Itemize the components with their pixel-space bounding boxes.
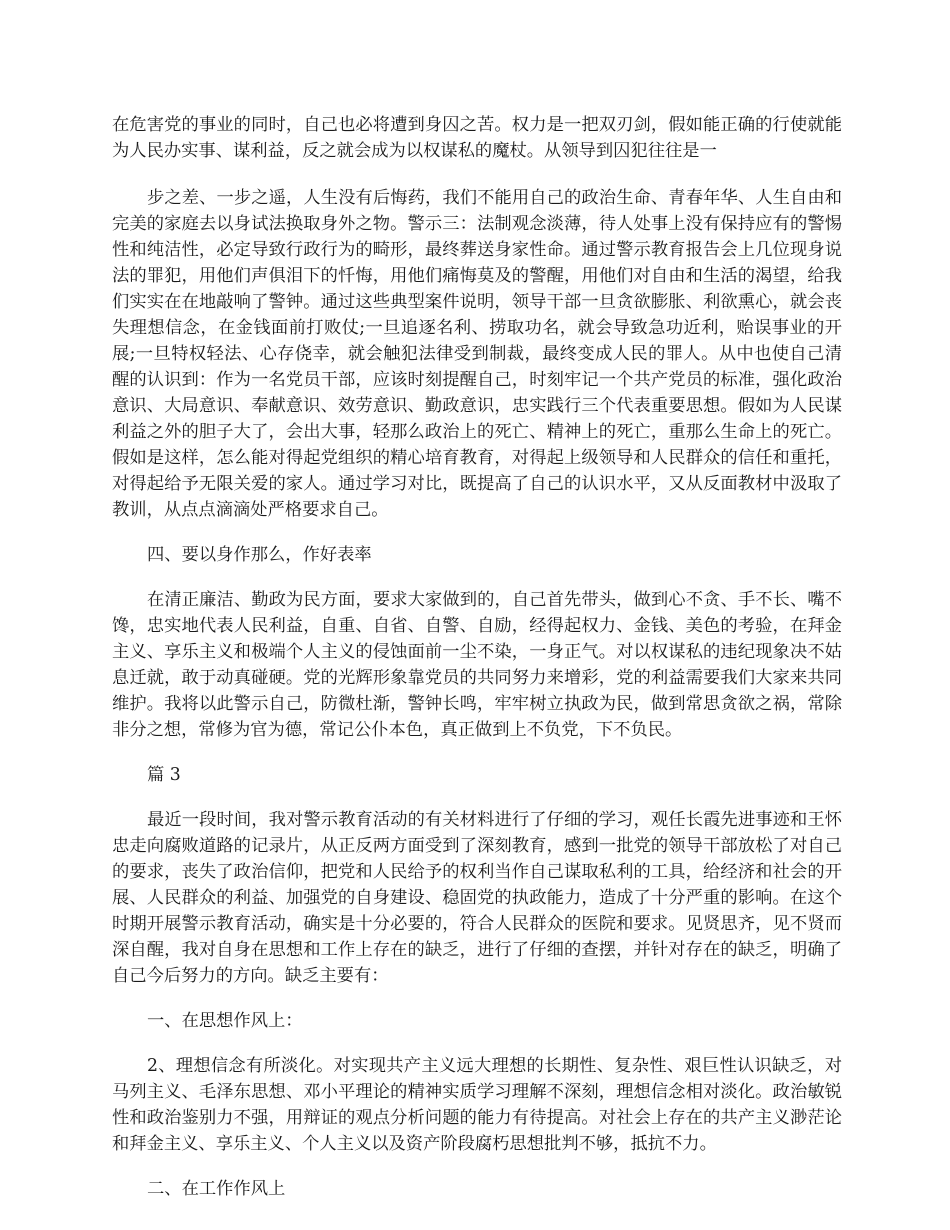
section-heading-thought-style: 一、在思想作风上： — [147, 1011, 303, 1031]
paragraph-study-intro: 最近一段时间，我对警示教育活动的有关材料进行了仔细的学习，观任长霞先进事迹和王怀忠走向腐败道路的记录片，从正反两方面受到了深刻教育，感到一批党的领导干部放松了对自己的要求，丧失了政治信仰，把党和人民给予的权利当作自己谋取私利的工具，给经济和社会的开展、人民群众的利益、加强党的自身建设、稳固党的执政能力，造成了十分严重的影响。在这个时期开展警示教育活动，确实是十分必要的，符合人民群众的医院和要求。见贤思齐，见不贤而深自醒，我对自身在思想和工作上存在的缺乏，进行了仔细的查摆，并针对存在的缺乏，明确了自己今后努力的方向。缺乏主要有： — [112, 810, 842, 986]
paragraph-continued-intro: 在危害党的事业的同时，自己也必将遭到身囚之苦。权力是一把双刃剑，假如能正确的行使就能为人民办实事、谋利益，反之就会成为以权谋私的魔杖。从领导到囚犯往往是一 — [112, 115, 842, 161]
paragraph-integrity: 在清正廉洁、勤政为民方面，要求大家做到的，自己首先带头，做到心不贪、手不长、嘴不馋，忠实地代表人民利益，自重、自省、自警、自励，经得起权力、金钱、美色的考验，在拜金主义、享乐主义和极端个人主义的侵蚀面前一尘不染，一身正气。对以权谋私的违纪现象决不姑息迁就，敢于动真碰硬。党的光辉形象靠党员的共同努力来增彩，党的利益需要我们大家来共同维护。我将以此警示自己，防微杜渐，警钟长鸣，牢牢树立执政为民，做到常思贪欲之祸，常除非分之想，常修为官为德，常记公仆本色，真正做到上不负党，下不负民。 — [112, 590, 842, 740]
paragraph-warning-three: 步之差、一步之遥，人生没有后悔药，我们不能用自己的政治生命、青春年华、人生自由和完美的家庭去以身试法换取身外之物。警示三：法制观念淡薄，待人处事上没有保持应有的警惕性和纯洁性，必定导致行政行为的畸形，最终葬送身家性命。通过警示教育报告会上几位现身说法的罪犯，用他们声俱泪下的忏悔，用他们痛悔莫及的警醒，用他们对自由和生活的渴望，给我们实实在在地敲响了警钟。通过这些典型案件说明，领导干部一旦贪欲膨胀、利欲熏心，就会丧失理想信念，在金钱面前打败仗;一旦追逐名利、捞取功名，就会导致急功近利，贻误事业的开展;一旦特权轻法、心存侥幸，就会触犯法律受到制裁，最终变成人民的罪人。从中也使自己清醒的认识到：作为一名党员干部，应该时刻提醒自己，时刻牢记一个共产党员的标准，强化政治意识、大局意识、奉献意识、效劳意识、勤政意识，忠实践行三个代表重要思想。假如为人民谋利益之外的胆子大了，会出大事，轻那么政治上的死亡、精神上的死亡，重那么生命上的死亡。假如是这样，怎么能对得起党组织的精心培育教育，对得起上级领导和人民群众的信任和重托，对得起给予无限关爱的家人。通过学习对比，既提高了自己的认识水平，又从反面教材中汲取了教训，从点点滴滴处严格要求自己。 — [112, 188, 842, 520]
article-heading-3: 篇 3 — [147, 765, 181, 785]
section-heading-four: 四、要以身作那么，作好表率 — [147, 545, 372, 565]
paragraph-ideals-faded: 2、理想信念有所淡化。对实现共产主义远大理想的长期性、复杂性、艰巨性认识缺乏，对马列主义、毛泽东思想、邓小平理论的精神实质学习理解不深刻，理想信念相对淡化。政治敏锐性和政治鉴别力不强，用辩证的观点分析问题的能力有待提高。对社会上存在的共产主义渺茫论和拜金主义、享乐主义、个人主义以及资产阶段腐朽思想批判不够，抵抗不力。 — [112, 1056, 842, 1154]
document-page — [112, 112, 842, 1202]
section-heading-work-style: 二、在工作作风上 — [147, 1179, 286, 1199]
